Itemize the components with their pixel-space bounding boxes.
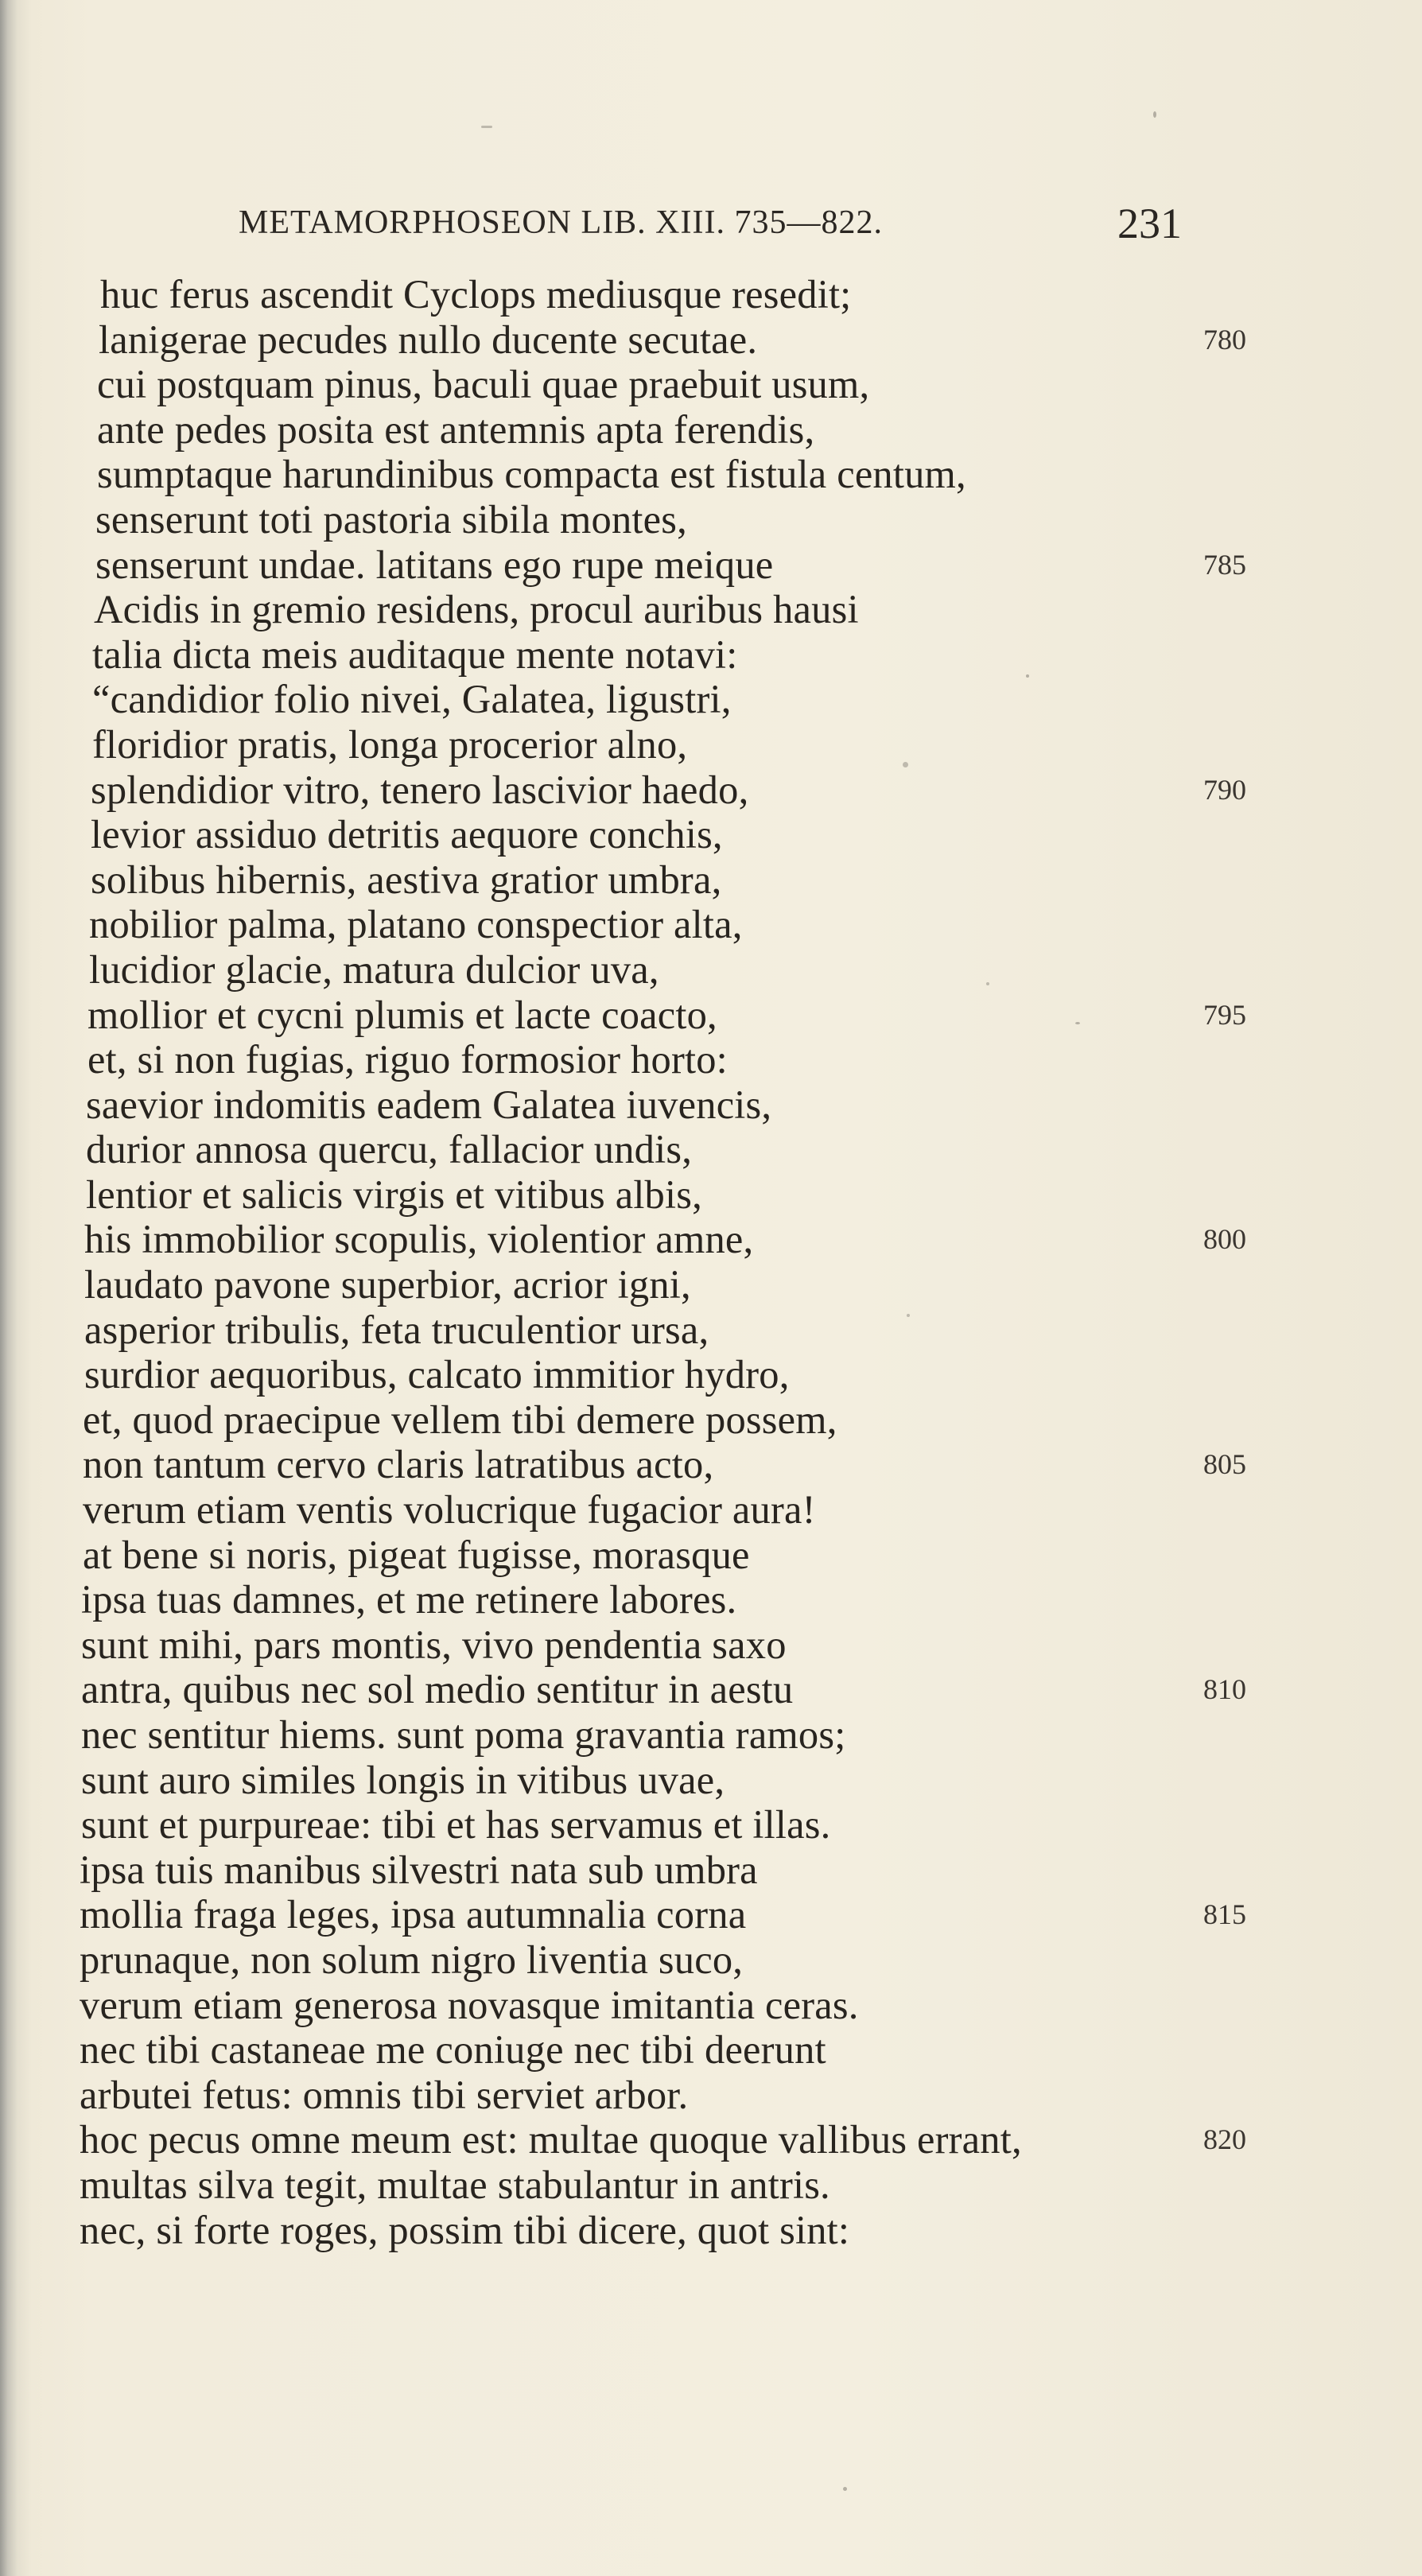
line-number: 785: [1203, 548, 1246, 581]
verse-line: [80, 1217, 1352, 1262]
verse-text: multas silva tegit, multae stabulantur in antris.: [80, 2162, 830, 2207]
verse-text: levior assiduo detritis aequore conchis,: [91, 812, 723, 857]
verse-line: [80, 722, 1352, 767]
verse-line: [80, 2162, 1352, 2208]
verse-text: verum etiam generosa novasque imitantia ceras.: [80, 1982, 859, 2027]
verse-text: nec sentitur hiems. sunt poma gravantia ramos;: [81, 1712, 846, 1757]
verse-text: Acidis in gremio residens, procul auribus hausi: [94, 587, 859, 632]
verse-text: sunt auro similes longis in vitibus uvae,: [81, 1757, 725, 1802]
verse-text: floridior pratis, longa procerior alno,: [92, 721, 688, 767]
verse-line: [80, 1262, 1352, 1307]
verse-text: sumptaque harundinibus compacta est fistula centum,: [97, 452, 966, 497]
verse-line: [80, 1397, 1352, 1443]
verse-text: nec tibi castaneae me coniuge nec tibi deerunt: [80, 2027, 826, 2073]
paper-speck: [1153, 111, 1156, 118]
verse-line: [80, 542, 1352, 588]
verse-text: talia dicta meis auditaque mente notavi:: [92, 631, 738, 677]
verse-text: his immobilior scopulis, violentior amne,: [84, 1217, 754, 1262]
verse-line: [80, 1487, 1352, 1533]
verse-line: [80, 1712, 1352, 1758]
verse-line: [80, 1622, 1352, 1668]
verse-line: [80, 1082, 1352, 1128]
verse-line: [80, 1892, 1352, 1937]
verse-text: prunaque, non solum nigro liventia suco,: [80, 1937, 744, 1982]
verse-line: [80, 1577, 1352, 1622]
verse-text: lucidior glacie, matura dulcior uva,: [89, 946, 659, 992]
verse-line: [80, 587, 1352, 632]
verse-text: ipsa tuas damnes, et me retinere labores.: [81, 1577, 737, 1622]
verse-line: [80, 1758, 1352, 1803]
verse-line: [80, 1352, 1352, 1397]
verse-line: [80, 362, 1352, 407]
verse-line: [80, 1442, 1352, 1487]
verse-line: [80, 1983, 1352, 2028]
verse-line: [80, 452, 1352, 497]
line-number: 800: [1203, 1223, 1246, 1256]
verse-line: [80, 497, 1352, 542]
verse-line: [80, 1802, 1352, 1847]
verse-text: mollia fraga leges, ipsa autumnalia corna: [80, 1892, 747, 1937]
verse-line: [80, 677, 1352, 722]
verse-text: sunt mihi, pars montis, vivo pendentia saxo: [81, 1622, 787, 1667]
verse-text: at bene si noris, pigeat fugisse, morasque: [83, 1532, 750, 1577]
verse-line: [80, 1172, 1352, 1218]
verse-text: et, quod praecipue vellem tibi demere possem,: [83, 1397, 837, 1442]
verse-text: huc ferus ascendit Cyclops mediusque resedit;: [100, 272, 852, 317]
verse-text: arbutei fetus: omnis tibi serviet arbor.: [80, 2072, 689, 2117]
verse-line: [80, 947, 1352, 993]
running-title: METAMORPHOSEON LIB. XIII. 735—822.: [239, 204, 883, 241]
verse-text: non tantum cervo claris latratibus acto,: [83, 1442, 714, 1487]
verse-line: [80, 857, 1352, 903]
verse-text: et, si non fugias, riguo formosior horto:: [87, 1037, 728, 1082]
verse-line: [80, 993, 1352, 1038]
verse-text: nec, si forte roges, possim tibi dicere, quot sint:: [80, 2207, 850, 2252]
verse-text: asperior tribulis, feta truculentior ursa,: [84, 1307, 709, 1352]
verse-line: [80, 1937, 1352, 1983]
page-header: [239, 199, 1193, 254]
verse-text: saevior indomitis eadem Galatea iuvencis,: [86, 1082, 772, 1127]
line-number: 780: [1203, 323, 1246, 356]
verse-text: durior annosa quercu, fallacior undis,: [86, 1127, 693, 1172]
verse-line: [80, 272, 1352, 317]
verse-line: [80, 317, 1352, 363]
verse-line: [80, 407, 1352, 453]
verse-line: [80, 1037, 1352, 1082]
verse-text: ipsa tuis manibus silvestri nata sub umbra: [80, 1847, 758, 1892]
verse-text: ante pedes posita est antemnis apta ferendis,: [97, 406, 815, 452]
line-number: 805: [1203, 1448, 1246, 1481]
verse-text: cui postquam pinus, baculi quae praebuit usum,: [97, 362, 870, 407]
verse-text: sunt et purpureae: tibi et has servamus et illas.: [81, 1802, 831, 1847]
verse-text: lentior et salicis virgis et vitibus albis,: [86, 1171, 702, 1217]
verse-line: [80, 2117, 1352, 2162]
verse-line: [80, 1847, 1352, 1893]
line-number: 815: [1203, 1898, 1246, 1931]
paper-speck: [843, 2487, 847, 2491]
verse-text: senserunt toti pastoria sibila montes,: [95, 496, 687, 542]
verse-line: [80, 1667, 1352, 1712]
verse-text: antra, quibus nec sol medio sentitur in aestu: [81, 1667, 794, 1712]
paper-speck: [481, 126, 492, 128]
verse-line: [80, 632, 1352, 678]
verse-text: “candidior folio nivei, Galatea, ligustri,: [92, 677, 732, 722]
verse-line: [80, 2027, 1352, 2073]
verse-text: nobilior palma, platano conspectior alta,: [89, 902, 743, 947]
verse-text: surdior aequoribus, calcato immitior hydro,: [84, 1352, 790, 1397]
verse-line: [80, 1533, 1352, 1578]
line-number: 810: [1203, 1673, 1246, 1706]
verse-line: [80, 812, 1352, 857]
verse-text: hoc pecus omne meum est: multae quoque vallibus errant,: [80, 2117, 1022, 2162]
line-number: 795: [1203, 998, 1246, 1031]
verse-text: solibus hibernis, aestiva gratior umbra,: [91, 857, 722, 902]
page-number: 231: [1117, 200, 1182, 247]
verse-text: laudato pavone superbior, acrior igni,: [84, 1262, 691, 1307]
verse-text: mollior et cycni plumis et lacte coacto,: [87, 992, 717, 1037]
verse-text: senserunt undae. latitans ego rupe meique: [95, 542, 774, 587]
verse-text: lanigerae pecudes nullo ducente secutae.: [99, 317, 758, 362]
verse-text: verum etiam ventis volucrique fugacior aura!: [83, 1487, 816, 1533]
verse-line: [80, 1127, 1352, 1172]
line-number: 820: [1203, 2123, 1246, 2156]
verse-text: splendidior vitro, tenero lascivior haedo,: [91, 767, 749, 812]
verse-list: [80, 272, 1352, 2252]
line-number: 790: [1203, 773, 1246, 806]
verse-line: [80, 2073, 1352, 2118]
verse-line: [80, 1307, 1352, 1353]
verse-line: [80, 902, 1352, 947]
verse-line: [80, 767, 1352, 813]
verse-line: [80, 2208, 1352, 2253]
